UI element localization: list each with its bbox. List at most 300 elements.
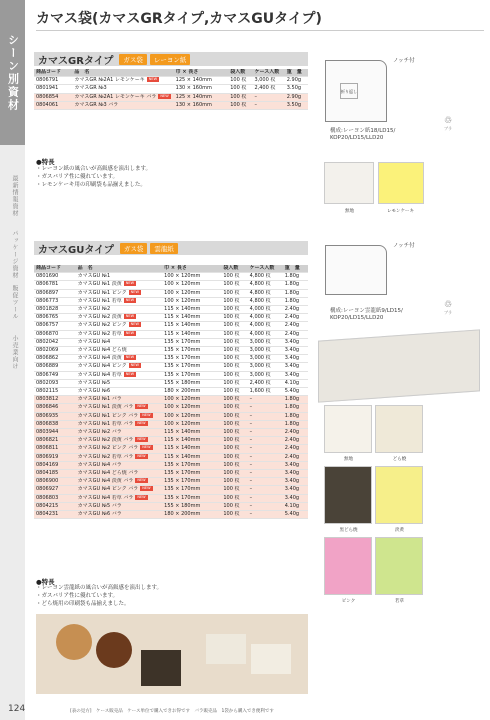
sidebar-main-label: シーン別資材 bbox=[0, 0, 25, 145]
gu-cell-qty bbox=[221, 437, 247, 445]
gu-section-title: カマスGUタイプ bbox=[38, 244, 114, 256]
gu-cell-size bbox=[162, 363, 221, 371]
gr-cell-code bbox=[34, 101, 72, 109]
gu-cell-size-text: 115 × 140mm bbox=[164, 322, 201, 329]
gu-cell-size-text: 135 × 170mm bbox=[164, 355, 201, 362]
gu-cell-name-text: カマスGU №5 バラ bbox=[77, 502, 122, 509]
gu-cell-size bbox=[162, 486, 221, 494]
gr-cell-qty-text: 100 枚 bbox=[230, 101, 247, 108]
gr-cell-name bbox=[72, 101, 173, 109]
gu-cell-case bbox=[248, 363, 283, 371]
sidebar bbox=[0, 0, 25, 720]
gr-col-header: ケース入数 bbox=[252, 69, 284, 77]
gu-cell-weight bbox=[283, 486, 308, 494]
gr-table-row bbox=[34, 93, 308, 101]
gu-cell-weight-text: 2.40g bbox=[284, 322, 300, 329]
gu-cell-case-text: – bbox=[249, 412, 253, 419]
gu-table-row bbox=[34, 289, 308, 297]
new-badge: NEW bbox=[125, 314, 135, 319]
gu-cell-qty-text: 100 枚 bbox=[223, 347, 240, 354]
gu-cell-code bbox=[34, 338, 76, 346]
gu-cell-case bbox=[248, 338, 283, 346]
gu-cell-code bbox=[34, 511, 76, 519]
gu-cell-qty bbox=[221, 330, 247, 338]
gr-cell-qty bbox=[228, 77, 252, 85]
gu-table-row bbox=[34, 437, 308, 445]
gu-cell-code bbox=[34, 404, 76, 412]
gu-cell-weight bbox=[283, 355, 308, 363]
gu-cell-name-text: カマスGU №1 若草 bbox=[77, 297, 122, 304]
gu-cell-code-text: 0806781 bbox=[36, 281, 59, 288]
gu-table-row bbox=[34, 478, 308, 486]
gu-cell-weight-text: 1.80g bbox=[284, 289, 300, 296]
gu-bag-diagram bbox=[325, 245, 387, 295]
gu-cell-qty bbox=[221, 281, 247, 289]
gu-cell-weight-text: 2.40g bbox=[284, 306, 300, 313]
gu-cell-name bbox=[76, 420, 163, 428]
gu-cell-name bbox=[76, 453, 163, 461]
gu-cell-code-text: 0806811 bbox=[36, 445, 59, 452]
gr-cell-size-text: 125 × 140mm bbox=[175, 93, 212, 100]
gu-cell-weight bbox=[283, 453, 308, 461]
gu-cell-weight bbox=[283, 470, 308, 478]
gu-table-row bbox=[34, 297, 308, 305]
gu-cell-case bbox=[248, 379, 283, 387]
gu-cell-weight-text: 1.80g bbox=[284, 281, 300, 288]
gu-cell-code-text: 0806846 bbox=[36, 404, 59, 411]
gu-cell-size-text: 135 × 170mm bbox=[164, 461, 201, 468]
gu-cell-qty bbox=[221, 314, 247, 322]
gu-cell-weight-text: 1.80g bbox=[284, 396, 300, 403]
gu-cell-name bbox=[76, 461, 163, 469]
gr-cell-case-text: 2,400 枚 bbox=[254, 85, 276, 92]
gr-cell-case bbox=[252, 85, 284, 93]
gu-cell-code bbox=[34, 379, 76, 387]
gu-cell-name-text: カマスGU №4 若草 bbox=[77, 371, 122, 378]
gu-col-header: 重 量 bbox=[283, 265, 308, 273]
gr-swatch-plain bbox=[324, 162, 374, 204]
gu-cell-code bbox=[34, 273, 76, 281]
gu-cell-weight-text: 3.40g bbox=[284, 470, 300, 477]
gu-cell-weight bbox=[283, 461, 308, 469]
gu-cell-case-text: 4,000 枚 bbox=[249, 314, 271, 321]
gu-cell-code bbox=[34, 281, 76, 289]
gu-cell-size-text: 100 × 120mm bbox=[164, 420, 201, 427]
gu-cell-case bbox=[248, 396, 283, 404]
gu-bag-photo bbox=[318, 329, 480, 402]
new-badge: NEW bbox=[130, 363, 139, 368]
gu-cell-qty bbox=[221, 404, 247, 412]
gu-cell-size bbox=[162, 281, 221, 289]
gr-section-title: カマスGRタイプ bbox=[38, 55, 114, 67]
gu-cell-name bbox=[76, 322, 163, 330]
gu-cell-weight bbox=[283, 371, 308, 379]
gu-cell-name bbox=[76, 330, 163, 338]
gu-product-table bbox=[34, 265, 308, 519]
gu-cell-name-text: カマスGU №2 ピンク bbox=[77, 322, 127, 329]
gu-cell-qty-text: 100 枚 bbox=[223, 396, 240, 403]
gu-cell-qty-text: 100 枚 bbox=[223, 478, 240, 485]
gu-swatch-black-dorayaki bbox=[324, 466, 372, 524]
gu-table-row bbox=[34, 281, 308, 289]
gu-features-list bbox=[36, 584, 162, 608]
gr-product-table bbox=[34, 69, 308, 110]
gu-cell-code-text: 0804169 bbox=[36, 461, 59, 468]
gu-swatch-label: 若草 bbox=[395, 599, 404, 604]
gu-cell-qty bbox=[221, 388, 247, 396]
gu-cell-case bbox=[248, 429, 283, 437]
gu-section-header bbox=[34, 241, 308, 255]
new-badge: NEW bbox=[137, 437, 146, 442]
gu-cell-weight-text: 3.40g bbox=[284, 494, 300, 501]
gu-table-row bbox=[34, 470, 308, 478]
gu-material: 構成:レーヨン雲龍紙9/LD15/ KOP20/LD15/LLD20 bbox=[330, 308, 403, 321]
gu-cell-name-text: カマスGU №5 bbox=[77, 379, 111, 386]
gu-cell-name bbox=[76, 494, 163, 502]
gu-cell-size bbox=[162, 314, 221, 322]
gu-cell-case-text: – bbox=[249, 486, 253, 493]
gu-col-header: 巾 × 長さ bbox=[162, 265, 221, 273]
gu-cell-name-text: カマスGU №1 ピンク bbox=[77, 289, 127, 296]
gu-cell-code bbox=[34, 412, 76, 420]
gu-cell-code-text: 0806803 bbox=[36, 494, 59, 501]
gu-cell-name bbox=[76, 371, 163, 379]
gr-col-header: 重 量 bbox=[285, 69, 308, 77]
new-badge: NEW bbox=[142, 412, 151, 417]
gu-cell-code-text: 0806935 bbox=[36, 412, 59, 419]
gu-cell-weight-text: 3.40g bbox=[284, 486, 300, 493]
gr-swatch-lemon bbox=[378, 162, 424, 204]
gu-cell-code bbox=[34, 470, 76, 478]
gu-cell-name-text: カマスGU №2 バラ bbox=[77, 429, 122, 436]
gu-feature: ・ガスバリア性に優れています。 bbox=[36, 593, 119, 599]
gu-cell-size bbox=[162, 388, 221, 396]
gu-cell-weight bbox=[283, 297, 308, 305]
gu-cell-qty-text: 100 枚 bbox=[223, 338, 240, 345]
gu-cell-size-text: 155 × 180mm bbox=[164, 379, 201, 386]
gu-cell-size bbox=[162, 404, 221, 412]
gu-cell-qty bbox=[221, 273, 247, 281]
recycle-label: プラ bbox=[444, 126, 452, 131]
gu-cell-weight-text: 3.40g bbox=[284, 355, 300, 362]
gr-cell-weight-text: 2.90g bbox=[286, 77, 302, 84]
gu-badge-gas: ガス袋 bbox=[120, 243, 148, 254]
gu-cell-weight-text: 5.40g bbox=[284, 388, 300, 395]
gu-cell-weight bbox=[283, 388, 308, 396]
gr-cell-name-text: カマスGR №3 bbox=[74, 85, 107, 92]
gu-cell-size bbox=[162, 371, 221, 379]
gu-cell-name bbox=[76, 478, 163, 486]
gu-cell-size-text: 155 × 180mm bbox=[164, 502, 201, 509]
gu-cell-size bbox=[162, 478, 221, 486]
gu-swatch-dorayaki bbox=[375, 405, 423, 453]
gu-cell-case-text: – bbox=[249, 478, 253, 485]
recycle-icon: ♲ プラ bbox=[441, 300, 455, 316]
gu-cell-qty bbox=[221, 347, 247, 355]
new-badge: NEW bbox=[137, 494, 146, 499]
gu-cell-weight bbox=[283, 429, 308, 437]
sidebar-tab: 小売業向け bbox=[11, 335, 18, 370]
gu-cell-size bbox=[162, 338, 221, 346]
gu-cell-size-text: 180 × 200mm bbox=[164, 388, 201, 395]
gu-cell-size bbox=[162, 453, 221, 461]
new-badge: NEW bbox=[125, 330, 135, 335]
gu-cell-code-text: 0803944 bbox=[36, 429, 59, 436]
gr-cell-name-text: カマスGR №2A1 レモンケーキ バラ bbox=[74, 93, 157, 100]
gu-table-row bbox=[34, 404, 308, 412]
gr-feature: ・レモンケーキ用の印刷袋も品揃えました。 bbox=[36, 182, 146, 188]
gu-cell-qty-text: 100 枚 bbox=[223, 486, 240, 493]
gu-cell-case bbox=[248, 486, 283, 494]
product-photo bbox=[36, 614, 308, 694]
gu-table-row bbox=[34, 379, 308, 387]
gr-material: 構成:レーヨン紙18/LD15/ KOP20/LD15/LLD20 bbox=[330, 128, 396, 141]
gr-cell-code-text: 0806791 bbox=[36, 77, 59, 84]
gu-cell-case-text: 2,400 枚 bbox=[249, 379, 271, 386]
gu-cell-weight-text: 4.10g bbox=[284, 379, 300, 386]
gu-cell-case-text: 3,000 枚 bbox=[249, 347, 271, 354]
gu-col-header: 品 名 bbox=[76, 265, 163, 273]
gu-cell-code bbox=[34, 478, 76, 486]
gu-cell-code-text: 0806889 bbox=[36, 363, 59, 370]
gr-badge-rayon: レーヨン紙 bbox=[150, 54, 191, 65]
gu-cell-size-text: 115 × 140mm bbox=[164, 429, 201, 436]
gu-cell-weight-text: 1.80g bbox=[284, 404, 300, 411]
gu-swatch-label: 淡黄 bbox=[395, 528, 404, 533]
gu-cell-code-text: 0802042 bbox=[36, 338, 59, 345]
gu-cell-qty-text: 100 枚 bbox=[223, 388, 240, 395]
title-divider bbox=[36, 30, 484, 31]
gu-cell-weight-text: 2.40g bbox=[284, 429, 300, 436]
gu-cell-size bbox=[162, 396, 221, 404]
gu-cell-weight-text: 3.40g bbox=[284, 478, 300, 485]
new-badge: NEW bbox=[137, 478, 146, 483]
gu-cell-weight bbox=[283, 273, 308, 281]
gu-cell-name bbox=[76, 355, 163, 363]
gu-cell-code bbox=[34, 289, 76, 297]
gu-table-row bbox=[34, 273, 308, 281]
gu-cell-code bbox=[34, 453, 76, 461]
gu-cell-case bbox=[248, 322, 283, 330]
gu-cell-name bbox=[76, 404, 163, 412]
gu-table-row bbox=[34, 412, 308, 420]
gu-cell-qty bbox=[221, 322, 247, 330]
gu-cell-code-text: 0804231 bbox=[36, 511, 59, 518]
gr-cell-size bbox=[174, 77, 229, 85]
gu-table-row bbox=[34, 502, 308, 510]
gu-cell-name-text: カマスGU №4 ピンク バラ bbox=[77, 486, 139, 493]
gu-cell-case bbox=[248, 494, 283, 502]
new-badge: NEW bbox=[130, 322, 139, 327]
gu-cell-code bbox=[34, 314, 76, 322]
gu-cell-qty-text: 100 枚 bbox=[223, 379, 240, 386]
gu-cell-case-text: – bbox=[249, 502, 253, 509]
gu-cell-name bbox=[76, 412, 163, 420]
gu-cell-name bbox=[76, 388, 163, 396]
gu-cell-name-text: カマスGU №1 若草 バラ bbox=[77, 420, 134, 427]
gu-cell-weight bbox=[283, 314, 308, 322]
gu-cell-name-text: カマスGU №1 バラ bbox=[77, 396, 122, 403]
page-number: 124 bbox=[8, 704, 26, 714]
gu-cell-code bbox=[34, 363, 76, 371]
gr-table-row bbox=[34, 85, 308, 93]
gu-cell-code-text: 0806900 bbox=[36, 478, 59, 485]
gu-cell-weight bbox=[283, 404, 308, 412]
footer bbox=[0, 698, 490, 720]
gu-cell-case-text: 4,000 枚 bbox=[249, 306, 271, 313]
gu-cell-qty bbox=[221, 453, 247, 461]
gu-cell-qty bbox=[221, 412, 247, 420]
new-badge: NEW bbox=[148, 77, 158, 82]
gu-cell-name-text: カマスGU №2 ピンク バラ bbox=[77, 445, 139, 452]
gu-cell-size bbox=[162, 306, 221, 314]
gu-col-header: 商品コード bbox=[34, 265, 76, 273]
gu-cell-weight bbox=[283, 502, 308, 510]
gu-table-row bbox=[34, 494, 308, 502]
gu-swatch-pale-yellow bbox=[375, 466, 423, 524]
gu-table-row bbox=[34, 445, 308, 453]
gu-cell-code-text: 0806862 bbox=[36, 355, 59, 362]
gu-cell-size-text: 100 × 120mm bbox=[164, 281, 201, 288]
gu-cell-qty-text: 100 枚 bbox=[223, 453, 240, 460]
gu-cell-size-text: 100 × 120mm bbox=[164, 273, 201, 280]
gu-cell-size bbox=[162, 511, 221, 519]
gu-cell-case bbox=[248, 478, 283, 486]
gu-cell-qty-text: 100 枚 bbox=[223, 437, 240, 444]
gu-cell-code bbox=[34, 494, 76, 502]
gu-cell-name-text: カマスGU №6 bbox=[77, 388, 111, 395]
gu-cell-case bbox=[248, 437, 283, 445]
gu-cell-case-text: 1,600 枚 bbox=[249, 388, 271, 395]
gu-cell-code bbox=[34, 502, 76, 510]
gu-cell-weight-text: 3.40g bbox=[284, 338, 300, 345]
gr-cell-weight-text: 2.90g bbox=[286, 93, 302, 100]
new-badge: NEW bbox=[125, 281, 135, 286]
gu-cell-name bbox=[76, 470, 163, 478]
gr-cell-case bbox=[252, 93, 284, 101]
gu-cell-weight bbox=[283, 379, 308, 387]
gu-cell-qty bbox=[221, 420, 247, 428]
gu-cell-size-text: 135 × 170mm bbox=[164, 338, 201, 345]
gu-cell-case-text: 3,000 枚 bbox=[249, 338, 271, 345]
gr-fold-label: 折り返し bbox=[340, 83, 358, 99]
gu-cell-case bbox=[248, 355, 283, 363]
gu-cell-weight bbox=[283, 338, 308, 346]
new-badge: NEW bbox=[142, 445, 151, 450]
gr-badge-gas: ガス袋 bbox=[119, 54, 147, 65]
gu-swatch-label: 黒どら焼 bbox=[339, 528, 358, 533]
gu-cell-qty-text: 100 枚 bbox=[223, 306, 240, 313]
gu-cell-qty bbox=[221, 338, 247, 346]
gu-cell-weight-text: 3.40g bbox=[284, 363, 300, 370]
gu-swatch-label: 無地 bbox=[344, 457, 353, 462]
gr-cell-size bbox=[174, 93, 229, 101]
gu-table-row bbox=[34, 314, 308, 322]
gu-cell-weight-text: 3.40g bbox=[284, 347, 300, 354]
gu-cell-case bbox=[248, 306, 283, 314]
gu-col-header: 袋入数 bbox=[221, 265, 247, 273]
gu-cell-name-text: カマスGU №2 淡黄 バラ bbox=[77, 437, 134, 444]
gu-cell-size-text: 100 × 120mm bbox=[164, 289, 201, 296]
gu-cell-name bbox=[76, 429, 163, 437]
gu-cell-code bbox=[34, 445, 76, 453]
gu-cell-code bbox=[34, 371, 76, 379]
gu-cell-case bbox=[248, 314, 283, 322]
gu-cell-size bbox=[162, 437, 221, 445]
gu-cell-qty-text: 100 枚 bbox=[223, 330, 240, 337]
gu-cell-qty-text: 100 枚 bbox=[223, 289, 240, 296]
gu-cell-size-text: 100 × 120mm bbox=[164, 396, 201, 403]
sidebar-tab: パッケージ資材 bbox=[11, 230, 18, 279]
gu-cell-name bbox=[76, 486, 163, 494]
gu-cell-qty bbox=[221, 371, 247, 379]
gu-table-row bbox=[34, 347, 308, 355]
gu-cell-weight-text: 1.80g bbox=[284, 273, 300, 280]
gu-cell-size-text: 115 × 140mm bbox=[164, 437, 201, 444]
gu-cell-qty-text: 100 枚 bbox=[223, 297, 240, 304]
gu-cell-size-text: 135 × 170mm bbox=[164, 371, 201, 378]
gu-cell-qty bbox=[221, 355, 247, 363]
new-badge: NEW bbox=[160, 93, 169, 98]
gu-cell-code-text: 0803812 bbox=[36, 396, 59, 403]
gu-cell-weight bbox=[283, 322, 308, 330]
gu-table-row bbox=[34, 338, 308, 346]
gu-cell-weight-text: 3.40g bbox=[284, 461, 300, 468]
gr-feature: ・ガスバリア性に優れています。 bbox=[36, 174, 119, 180]
gu-cell-code-text: 0802115 bbox=[36, 388, 59, 395]
gu-cell-size bbox=[162, 461, 221, 469]
gr-col-header: 商品コード bbox=[34, 69, 72, 77]
gu-cell-weight bbox=[283, 437, 308, 445]
gu-table-row bbox=[34, 453, 308, 461]
gu-cell-size bbox=[162, 355, 221, 363]
gu-cell-code bbox=[34, 420, 76, 428]
gu-cell-weight-text: 5.40g bbox=[284, 511, 300, 518]
gu-cell-qty bbox=[221, 470, 247, 478]
gr-cell-weight-text: 3.50g bbox=[286, 85, 302, 92]
gu-cell-size bbox=[162, 429, 221, 437]
gr-features-list bbox=[36, 165, 151, 189]
gu-cell-case bbox=[248, 470, 283, 478]
gu-cell-name-text: カマスGU №4 どら焼 バラ bbox=[77, 470, 139, 477]
gu-cell-weight-text: 2.40g bbox=[284, 314, 300, 321]
gr-cell-name bbox=[72, 85, 173, 93]
gu-cell-weight bbox=[283, 511, 308, 519]
gu-cell-qty-text: 100 枚 bbox=[223, 322, 240, 329]
gr-cell-weight bbox=[285, 101, 308, 109]
gr-col-header: 袋入数 bbox=[228, 69, 252, 77]
gu-cell-size-text: 135 × 170mm bbox=[164, 478, 201, 485]
gu-cell-case bbox=[248, 453, 283, 461]
gu-cell-size-text: 115 × 140mm bbox=[164, 330, 201, 337]
gr-cell-code-text: 0806854 bbox=[36, 93, 59, 100]
gr-cell-size bbox=[174, 85, 229, 93]
gu-cell-code-text: 0806765 bbox=[36, 314, 59, 321]
gu-cell-case-text: 3,000 枚 bbox=[249, 371, 271, 378]
gu-cell-qty-text: 100 枚 bbox=[223, 273, 240, 280]
gu-col-header: ケース入数 bbox=[248, 265, 283, 273]
gr-cell-code bbox=[34, 93, 72, 101]
gu-cell-code-text: 0806757 bbox=[36, 322, 59, 329]
gu-cell-code-text: 0801690 bbox=[36, 273, 59, 280]
gu-cell-weight-text: 2.40g bbox=[284, 330, 300, 337]
gu-cell-case-text: 4,000 枚 bbox=[249, 322, 271, 329]
gr-col-header: 巾 × 長さ bbox=[174, 69, 229, 77]
gu-cell-name-text: カマスGU №4 ピンク bbox=[77, 363, 127, 370]
gu-cell-case-text: – bbox=[249, 437, 253, 444]
gr-cell-qty-text: 100 枚 bbox=[230, 93, 247, 100]
gr-bag-diagram bbox=[325, 60, 387, 122]
